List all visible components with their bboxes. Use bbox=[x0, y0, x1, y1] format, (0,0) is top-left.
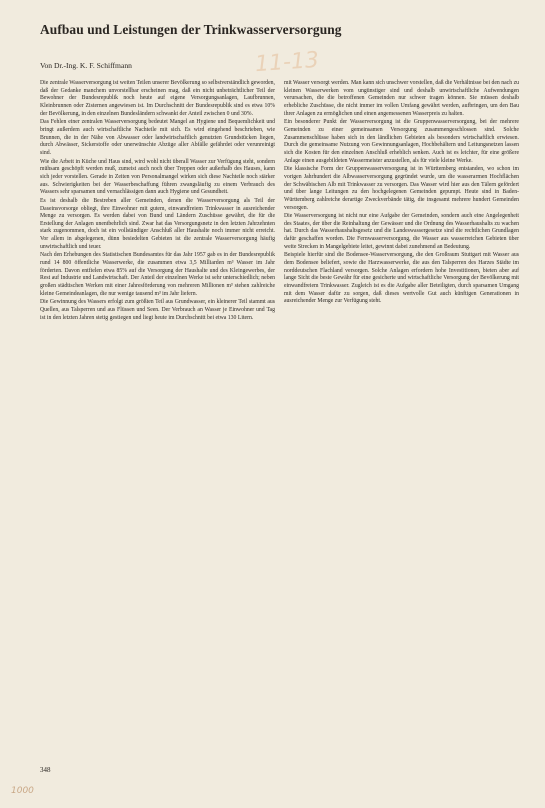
paragraph: Die Gewinnung des Wassers erfolgt zum größten Teil aus Grundwasser, ein kleinerer Teil stammt aus Quellen, aus Talsperren und aus Flüssen und Seen. Der Verbrauch an Wasser je Einwohner und Tag ist in den letzten Jahren stetig gestiegen und liegt heute im Durchschnitt bei etwa 130 Litern. bbox=[40, 299, 275, 321]
paragraph: Ein besonderer Punkt der Wasserversorgung ist die Gruppenwasserversorgung, bei der mehrere Gemeinden zu einer gemeinsamen Versorgung zusammengeschlossen sind. Solche Zusammenschlüsse haben sich in den ländlichen Gebieten als besonders wirtschaftlich erwiesen. Durch die gemeinsame Nutzung von Gewinnungsanlagen, Hochbehältern und Leitungsnetzen lassen sich die Kosten für den einzelnen Anschluß erheblich senken. Auch ist es leichter, für eine größere Anlage einen ausgebildeten Wassermeister anzustellen, als für viele kleine Werke. bbox=[284, 119, 519, 164]
paragraph: Wie die Arbeit in Küche und Haus sind, wird wohl nicht überall Wasser zur Verfügung steht, sondern mühsam geschöpft werden muß, zumeist auch noch über Treppen oder außerhalb des Hauses, kann sich jeder vorstellen. Gerade in Zeiten von Personalmangel wirken sich diese Nachteile noch stärker aus. Schwierigkeiten bei der Wasserbeschaffung führen zwangsläufig zu einem Verbrauch des Wassers sehr sparsamen und vernachlässigen dann auch Hygiene und Gesundheit. bbox=[40, 158, 275, 196]
text-column-left bbox=[40, 80, 275, 323]
article-title: Aufbau und Leistungen der Trinkwasserversorgung bbox=[40, 22, 342, 37]
text-column-right bbox=[284, 80, 519, 307]
paragraph: Die zentrale Wasserversorgung ist weiten Teilen unserer Bevölkerung so selbstverständlich geworden, daß der Gedanke manchem unvorstellbar erscheinen mag, daß ein nicht unbeträchtlicher Teil der Bewohner der Bundesrepublik noch heute auf eigene Versorgungsanlagen, Laufbrunnen, Kleinbrunnen oder Zisternen angewiesen ist. Im Durchschnitt der Bundesrepublik sind es etwa 10% der Bevölkerung, in den einzelnen Bundesländern schwankt der Anteil zwischen 0 und 30%. bbox=[40, 80, 275, 117]
paragraph: Beispiele hierfür sind die Bodensee-Wasserversorgung, die den Großraum Stuttgart mit Wasser aus dem Bodensee beliefert, sowie die Harzwasserwerke, die aus den Talsperren des Harzes Städte im norddeutschen Flachland versorgen. Solche Anlagen erfordern hohe Investitionen, bieten aber auf lange Sicht die beste Gewähr für eine gesicherte und wirtschaftliche Versorgung der Bevölkerung mit einwandfreiem Trinkwasser. Zugleich ist es die Aufgabe aller Beteiligten, durch sparsamen Umgang mit dem Wasser dafür zu sorgen, daß dieses wertvolle Gut auch künftigen Generationen in ausreichender Menge zur Verfügung steht. bbox=[284, 252, 519, 305]
paragraph: mit Wasser versorgt werden. Man kann sich unschwer vorstellen, daß die Verhältnisse bei den nach zu kleinen Wasserwerken vom ungünstiger sind und deshalb unwirtschaftliche Aufwendungen verursachen, die die betroffenen Gemeinden nur schwer tragen können. Sie müssen deshalb erhebliche Zuschüsse, die nicht immer im vollen Umfang gewährt werden, aufbringen, um den Bau ihrer Anlagen zu ermöglichen und einen angemessenen Wasserpreis zu halten. bbox=[284, 80, 519, 117]
paragraph: Die Wasserversorgung ist nicht nur eine Aufgabe der Gemeinden, sondern auch eine Angelegenheit des Staates, der über die Reinhaltung der Gewässer und die Ordnung des Wasserhaushalts zu wachen hat. Durch das Wasserhaushaltsgesetz und die Landeswassergesetze sind die rechtlichen Grundlagen dafür geschaffen worden. Die Fernwasserversorgung, die Wasser aus wasserreichen Gebieten über weite Strecken in Mangelgebiete leitet, gewinnt dabei zunehmend an Bedeutung. bbox=[284, 213, 519, 250]
paragraph: Das Fehlen einer zentralen Wasserversorgung bedeutet Mangel an Hygiene und Bequemlichkeit und bringt außerdem auch wirtschaftliche Nachteile mit sich. Es wird eingehend beschrieben, wie Brunnen, die in der Nähe von Abwasser oder landwirtschaftlich genutzten Grundstücken liegen, durch Abwässer, Sickerstoffe oder unerwünschte Abzüge aller Abfälle gefährdet oder verunreinigt sind. bbox=[40, 119, 275, 156]
corner-handwritten-mark: 1000 bbox=[11, 786, 34, 796]
page-number: 348 bbox=[40, 766, 51, 774]
handwritten-annotation: 11-13 bbox=[254, 47, 320, 78]
paragraph: Nach den Erhebungen des Statistischen Bundesamtes für das Jahr 1957 gab es in der Bundesrepublik rund 14 800 öffentliche Wasserwerke, die zusammen etwa 3,5 Milliarden m³ Wasser im Jahr förderten. Davon entfielen etwa 85% auf die Versorgung der Haushalte und des Kleingewerbes, der Rest auf Industrie und Landwirtschaft. Der Anteil der einzelnen Werke ist sehr unterschiedlich; neben großen städtischen Werken mit einer Jahresförderung von mehreren Millionen m³ stehen zahlreiche kleine Gemeindeanlagen, die nur wenige tausend m³ im Jahr liefern. bbox=[40, 252, 275, 297]
paragraph: Die klassische Form der Gruppenwasserversorgung ist in Württemberg entstanden, wo schon im vorigen Jahrhundert die Albwasserversorgung gegründet wurde, um die wasserarmen Hochflächen der Schwäbischen Alb mit Trinkwasser zu versorgen. Das Wasser wird hier aus den Tälern gefördert und über lange Leitungen zu den hochgelegenen Gemeinden gepumpt. Heute sind in Baden-Württemberg zahlreiche derartige Zweckverbände tätig, die insgesamt mehrere hundert Gemeinden versorgen. bbox=[284, 166, 519, 211]
article-author: Von Dr.-Ing. K. F. Schiffmann bbox=[40, 61, 132, 70]
paragraph: Es ist deshalb die Bestreben aller Gemeinden, denen die Wasserversorgung als Teil der Daseinsvorsorge obliegt, ihre Einwohner mit gutem, einwandfreiem Trinkwasser in ausreichender Menge zu versorgen. Es werden dabei von Bund und Ländern Zuschüsse gewährt, die für die Erstellung der Anlagen unentbehrlich sind. Zwar hat das Versorgungsnetz in den letzten Jahrzehnten stark zugenommen, doch ist ein vollständiger Anschluß aller Haushalte noch immer nicht erreicht. Vor allem in abgelegenen, dünn besiedelten Gebieten ist die zentrale Wasserversorgung häufig unwirtschaftlich und teuer. bbox=[40, 197, 275, 250]
